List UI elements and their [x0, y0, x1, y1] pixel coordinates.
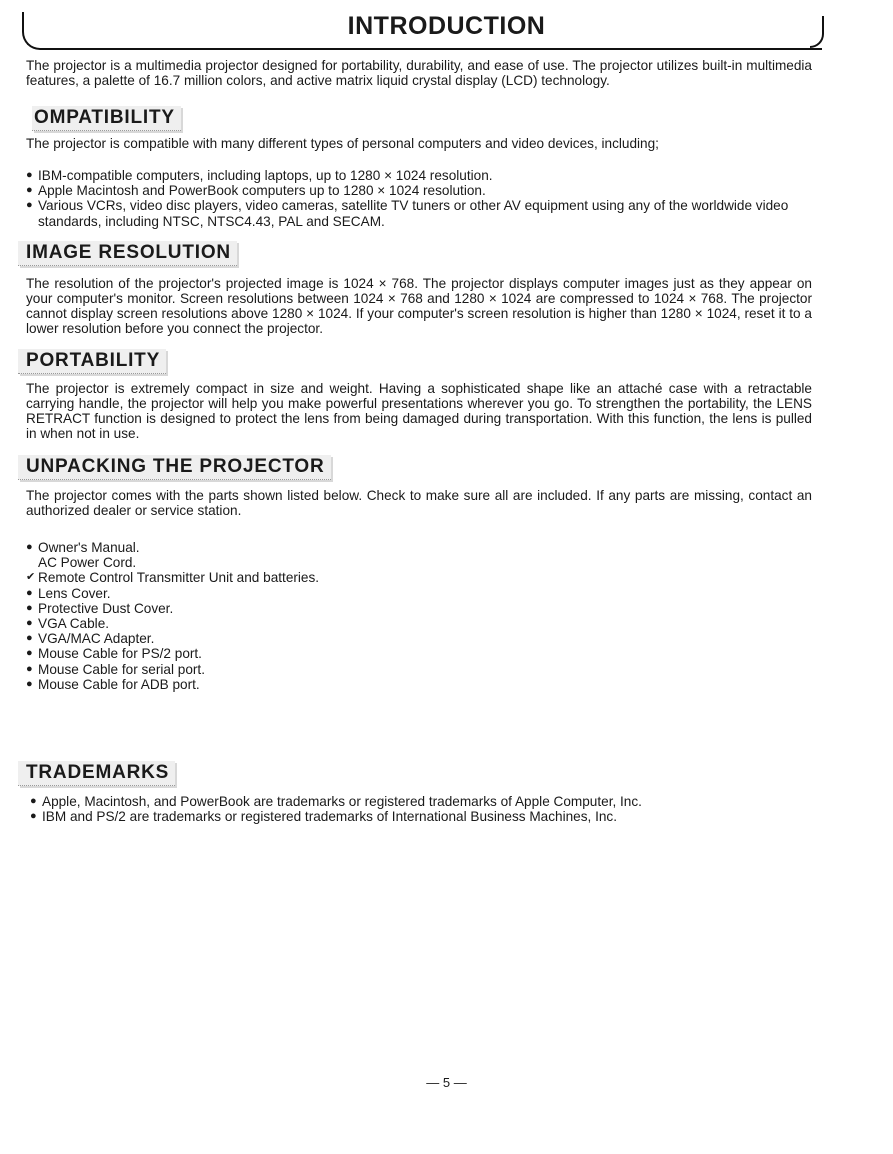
bullet-icon: ● — [26, 662, 33, 675]
list-item: ● Owner's Manual. — [26, 540, 140, 555]
section-heading-image-resolution: IMAGE RESOLUTION — [18, 241, 237, 266]
compatibility-list — [26, 168, 816, 229]
image-resolution-paragraph: The resolution of the projector's projected image is 1024 × 768. The projector displays computer images just as they appear on your computer's monitor. Screen resolutions between 1024 × 768 and 1280 × 1024 are compressed to 1024 × 768. The projector cannot display screen resolutions above 1280 × 1024. If your computer's screen resolution is higher than 1280 × 1024, reset it to a lower resolution before you connect the projector. — [26, 276, 812, 336]
list-item: ● Lens Cover. — [26, 585, 111, 601]
list-item: ● VGA Cable. — [26, 616, 110, 632]
list-item: AC Power Cord. — [38, 555, 137, 571]
portability-paragraph: The projector is extremely compact in size and weight. Having a sophisticated shape like an attaché case with a retractable carrying handle, the projector will help you make powerful presentations wherever you go. To strengthen the portability, the LENS RETRACT function is designed to protect the lens from being damaged during transportation. With this function, the lens is pulled in when not in use. — [26, 381, 812, 441]
list-item: ● Various VCRs, video disc players, video cameras, satellite TV tuners or other AV equipment using any of the worldwide video standards, including NTSC, NTSC4.43, PAL and SECAM. — [26, 198, 789, 229]
list-item: ● VGA/MAC Adapter. — [26, 631, 155, 647]
bullet-icon: ● — [30, 795, 37, 807]
bullet-icon: ● — [26, 601, 33, 614]
compatibility-paragraph: The projector is compatible with many different types of personal computers and video devices, including; — [26, 136, 659, 151]
bullet-icon: ● — [26, 617, 33, 630]
list-item: ✔ Remote Control Transmitter Unit and batteries. — [26, 570, 320, 586]
bullet-icon: ● — [26, 199, 33, 212]
bullet-icon: ● — [26, 541, 33, 553]
section-heading-portability: PORTABILITY — [18, 349, 166, 374]
page-number: — 5 — — [426, 1075, 467, 1090]
list-item: ● IBM and PS/2 are trademarks or registered trademarks of International Business Machines, Inc. — [30, 809, 617, 825]
list-item: ● Mouse Cable for PS/2 port. — [26, 646, 202, 662]
bullet-icon: ● — [26, 184, 33, 197]
list-item: ● IBM-compatible computers, including laptops, up to 1280 × 1024 resolution. — [26, 168, 493, 183]
intro-paragraph: The projector is a multimedia projector designed for portability, durability, and ease of use. The projector utilizes built-in multimedia features, a palette of 16.7 million colors, and active matrix liquid crystal display (LCD) technology. — [26, 58, 812, 88]
list-item: ● Mouse Cable for serial port. — [26, 661, 205, 677]
check-icon: ✔ — [26, 571, 36, 584]
bullet-icon: ● — [26, 632, 33, 645]
section-heading-trademarks: TRADEMARKS — [18, 761, 175, 786]
list-item: ● Mouse Cable for ADB port. — [26, 676, 200, 692]
list-item: ● Apple, Macintosh, and PowerBook are trademarks or registered trademarks of Apple Computer, Inc. — [30, 794, 642, 809]
bullet-icon: ● — [26, 169, 33, 181]
page-title: INTRODUCTION — [347, 12, 546, 40]
list-item: ● Apple Macintosh and PowerBook computers up to 1280 × 1024 resolution. — [26, 183, 486, 199]
unpacking-list — [26, 540, 816, 692]
bullet-icon: ● — [26, 647, 33, 660]
unpacking-paragraph: The projector comes with the parts shown listed below. Check to make sure all are included. If any parts are missing, contact an authorized dealer or service station. — [26, 488, 812, 518]
section-heading-compatibility: OMPATIBILITY — [32, 106, 181, 131]
section-heading-unpacking: UNPACKING THE PROJECTOR — [18, 455, 331, 480]
bullet-icon: ● — [30, 810, 37, 823]
bullet-icon: ● — [26, 677, 33, 690]
bullet-icon: ● — [26, 586, 33, 599]
trademarks-list — [30, 794, 820, 824]
list-item: ● Protective Dust Cover. — [26, 600, 174, 616]
